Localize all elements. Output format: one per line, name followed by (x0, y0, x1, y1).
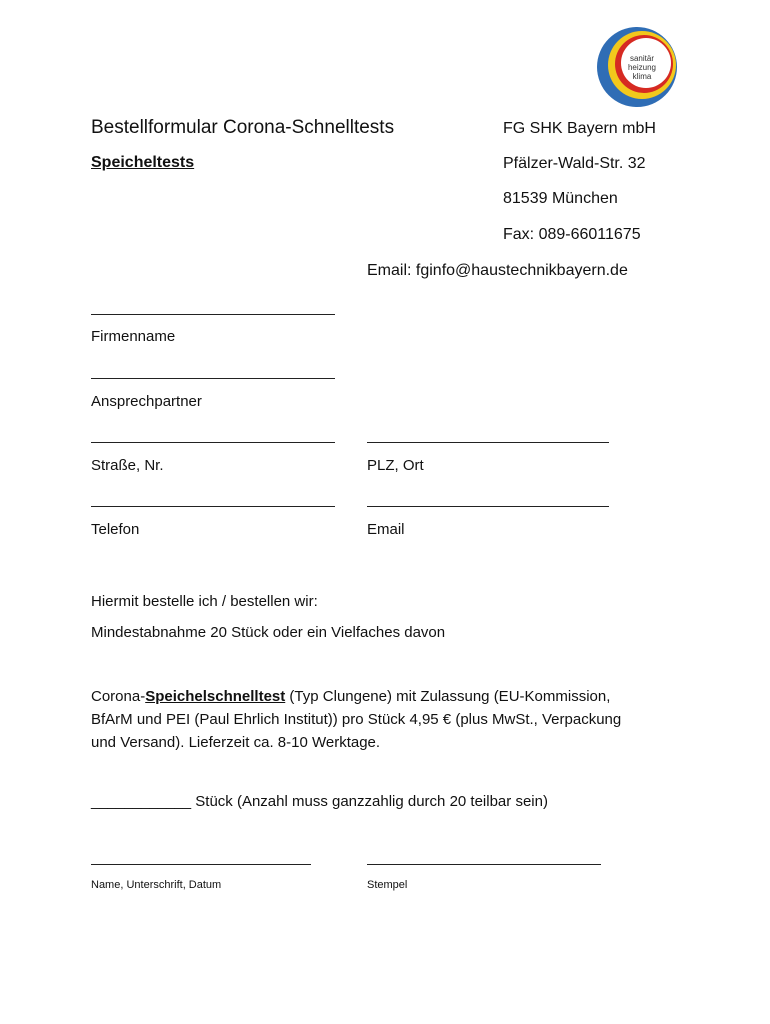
plz-ort-label: PLZ, Ort (367, 457, 424, 474)
product-description-line-3: und Versand). Lieferzeit ca. 8-10 Werktage. (91, 734, 381, 751)
telefon-line[interactable] (91, 506, 335, 507)
logo-line-3: klima (632, 71, 652, 81)
product-prefix: Corona- (91, 688, 146, 705)
stamp-label: Stempel (367, 879, 408, 891)
order-intro: Hiermit bestelle ich / bestellen wir: (91, 593, 318, 610)
product-name: Speichelschnelltest (145, 688, 286, 705)
quantity-text: Stück (Anzahl muss ganzzahlig durch 20 teilbar sein) (191, 793, 548, 810)
company-logo (596, 26, 678, 108)
telefon-label: Telefon (91, 521, 140, 538)
address-fax: Fax: 089-66011675 (503, 226, 641, 243)
product-description-line-2: BfArM und PEI (Paul Ehrlich Institut)) pro Stück 4,95 € (plus MwSt., Verpackung (91, 711, 622, 728)
logo-line-2: heizung (627, 62, 657, 72)
product-description-line-1 (91, 685, 610, 708)
page-subtitle: Speicheltests (91, 154, 195, 171)
firmenname-label: Firmenname (91, 328, 176, 345)
order-minimum: Mindestabnahme 20 Stück oder ein Vielfaches davon (91, 624, 446, 641)
strasse-line[interactable] (91, 442, 335, 443)
page-title: Bestellformular Corona-Schnelltests (91, 117, 395, 138)
address-street: Pfälzer-Wald-Str. 32 (503, 155, 646, 172)
quantity-line (91, 790, 548, 813)
address-email: Email: fginfo@haustechnikbayern.de (367, 262, 628, 279)
email-line[interactable] (367, 506, 609, 507)
ansprechpartner-label: Ansprechpartner (91, 393, 202, 410)
ansprechpartner-line[interactable] (91, 378, 335, 379)
address-city: 81539 München (503, 190, 618, 207)
signature-line[interactable] (91, 864, 311, 865)
address-company: FG SHK Bayern mbH (503, 120, 656, 137)
plz-ort-line[interactable] (367, 442, 609, 443)
logo-text (596, 26, 678, 108)
email-label: Email (367, 521, 405, 538)
logo-line-1: sanitär (629, 53, 654, 63)
signature-label: Name, Unterschrift, Datum (91, 879, 222, 891)
firmenname-line[interactable] (91, 314, 335, 315)
product-line-1-rest: (Typ Clungene) mit Zulassung (EU-Kommission, (285, 688, 611, 705)
stamp-line[interactable] (367, 864, 601, 865)
strasse-label: Straße, Nr. (91, 457, 164, 474)
quantity-blank[interactable]: ____________ (91, 793, 192, 810)
